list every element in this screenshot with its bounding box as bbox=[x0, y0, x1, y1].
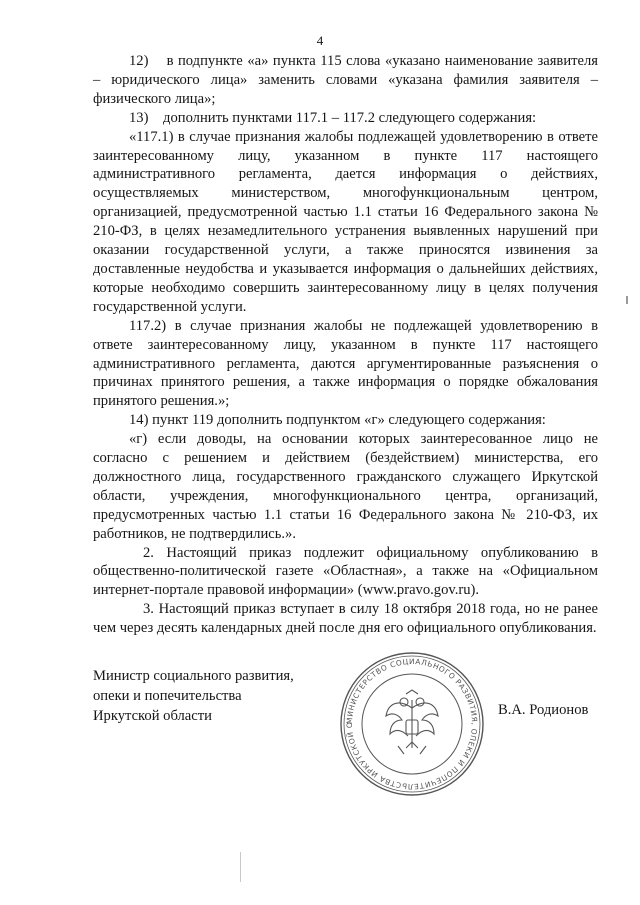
paragraph-subitem-g: «г) если доводы, на основании которых заинтересованное лицо не согласно с решением и действием (бездействием) министерства, его должностного лица, государственного гражданского служащего Иркутской области, учреждения, многофункционального центра, организаций, предусмотренных частью 1.1 статьи 16 Федерального закона № 210-ФЗ, их работников, не подтвердились.». bbox=[93, 431, 598, 542]
paragraph-117-2: 117.2) в случае признания жалобы не подлежащей удовлетворению в ответе заинтересованному лицу, указанном в пункте 117 настоящего административного регламента, даются аргументированные разъяснения о причинах принятого решения, а также информация о порядке обжалования принятого решения.»; bbox=[93, 317, 598, 410]
scan-artifact bbox=[626, 296, 628, 304]
official-seal bbox=[338, 650, 486, 798]
paragraph-effective-date: 3. Настоящий приказ вступает в силу 18 октября 2018 года, но не ранее чем через десять календарных дней после дня его официального опубликования. bbox=[93, 601, 598, 637]
paragraph-publication: 2. Настоящий приказ подлежит официальному опубликованию в общественно-политической газете «Областная», а также на «Официальном интернет-портале правовой информации» (www.pravo.gov.ru). bbox=[93, 544, 598, 599]
signatory-title-line: Министр социального развития, bbox=[93, 668, 294, 684]
signatory-title bbox=[93, 666, 294, 726]
paragraph-item-12: 12) в подпункте «а» пункта 115 слова «указано наименование заявителя – юридического лица» заменить словами «указана фамилия заявителя – физического лица»; bbox=[93, 53, 598, 107]
signatory-title-line: опеки и попечительства bbox=[93, 688, 242, 704]
page-number: 4 bbox=[316, 33, 324, 48]
seal-icon bbox=[338, 650, 486, 798]
paragraph-item-14: 14) пункт 119 дополнить подпунктом «г» следующего содержания: bbox=[129, 412, 546, 429]
signatory-title-line: Иркутской области bbox=[93, 708, 212, 724]
paragraph-117-1: «117.1) в случае признания жалобы подлежащей удовлетворению в ответе заинтересованному лицу, указанном в пункте 117 настоящего административного регламента, дается информация о действиях, осуществляемых министерством, многофункциональным центром, организацией, предусмотренной частью 1.1 статьи 16 Федерального закона № 210-ФЗ, в целях незамедлительного устранения выявленных нарушений при оказании государственной услуги, а также приносятся извинения за доставленные неудобства и указывается информация о дальнейших действиях, которые необходимо совершить заинтересованному лицу в целях получения государственной услуги. bbox=[93, 128, 598, 315]
signatory-name: В.А. Родионов bbox=[498, 702, 589, 718]
document-body bbox=[93, 52, 598, 638]
seal-ring-text: МИНИСТЕРСТВО СОЦИАЛЬНОГО РАЗВИТИЯ, ОПЕКИ И ПОПЕЧИТЕЛЬСТВА ИРКУТСКОЙ О bbox=[344, 656, 480, 792]
paragraph-item-13: 13) дополнить пунктами 117.1 – 117.2 следующего содержания: bbox=[129, 109, 537, 126]
scan-artifact bbox=[240, 852, 241, 882]
